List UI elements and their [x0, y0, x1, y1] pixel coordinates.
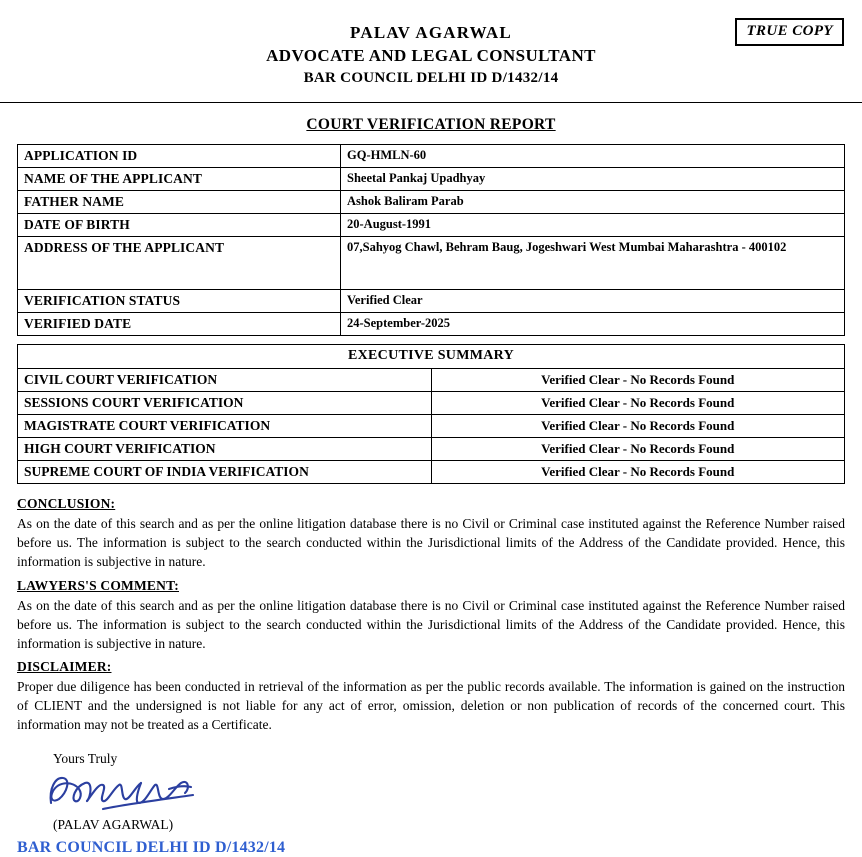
- court-label: MAGISTRATE COURT VERIFICATION: [18, 415, 432, 438]
- table-row: [18, 313, 845, 336]
- court-label: SESSIONS COURT VERIFICATION: [18, 392, 432, 415]
- court-result: Verified Clear - No Records Found: [431, 392, 845, 415]
- page-title: COURT VERIFICATION REPORT: [306, 116, 556, 134]
- advocate-bar-id: BAR COUNCIL DELHI ID D/1432/14: [303, 69, 559, 86]
- advocate-role: ADVOCATE AND LEGAL CONSULTANT: [266, 45, 596, 65]
- detail-label: VERIFIED DATE: [18, 313, 341, 336]
- applicant-details-table: [17, 144, 845, 336]
- table-row: [18, 191, 845, 214]
- lawyers-comment-heading: LAWYERS'S COMMENT:: [17, 577, 179, 593]
- detail-label: DATE OF BIRTH: [18, 214, 341, 237]
- detail-value: Verified Clear: [341, 290, 845, 313]
- table-row: [18, 415, 845, 438]
- detail-label: APPLICATION ID: [18, 145, 341, 168]
- table-row: [18, 168, 845, 191]
- lawyers-comment-body: As on the date of this search and as per the online litigation database there is no Civil or Criminal case instituted against the Reference Number raised before us. The information is subject to the search conducted within the Jurisdictional limits of the Address of the Candidate provided. Hence, this information is subjective in nature.: [17, 597, 845, 651]
- detail-label: FATHER NAME: [18, 191, 341, 214]
- table-row: [18, 438, 845, 461]
- table-row: [18, 461, 845, 484]
- detail-value: Sheetal Pankaj Upadhyay: [341, 168, 845, 191]
- court-result: Verified Clear - No Records Found: [431, 461, 845, 484]
- advocate-name: PALAV AGARWAL: [350, 23, 512, 42]
- detail-label: NAME OF THE APPLICANT: [18, 168, 341, 191]
- executive-summary-table: [17, 344, 845, 484]
- table-row: [18, 237, 845, 290]
- conclusion-heading: CONCLUSION:: [17, 496, 116, 512]
- header-divider: [0, 102, 862, 103]
- handwritten-signature-icon: [41, 769, 211, 815]
- table-row: [18, 369, 845, 392]
- table-row: [18, 214, 845, 237]
- court-label: CIVIL COURT VERIFICATION: [18, 369, 432, 392]
- footer-bar-id: BAR COUNCIL DELHI ID D/1432/14: [17, 838, 286, 856]
- conclusion-body: As on the date of this search and as per the online litigation database there is no Civil or Criminal case instituted against the Reference Number raised before us. The information is subject to the search conducted within the Jurisdictional limits of the Address of the Candidate provided. Hence, this information is subjective in nature.: [17, 516, 845, 570]
- court-result: Verified Clear - No Records Found: [431, 438, 845, 461]
- detail-value: 20-August-1991: [341, 214, 845, 237]
- court-label: SUPREME COURT OF INDIA VERIFICATION: [18, 461, 432, 484]
- table-row: [18, 145, 845, 168]
- narrative-sections: [17, 484, 845, 734]
- disclaimer-heading: DISCLAIMER:: [17, 659, 112, 675]
- letterhead: [0, 0, 862, 103]
- court-result: Verified Clear - No Records Found: [431, 415, 845, 438]
- signature-block: [17, 739, 845, 857]
- detail-value: Ashok Baliram Parab: [341, 191, 845, 214]
- signatory-name: (PALAV AGARWAL): [53, 816, 174, 832]
- executive-summary-section: [0, 344, 862, 484]
- detail-label: VERIFICATION STATUS: [18, 290, 341, 313]
- signature-area: [17, 767, 845, 815]
- true-copy-stamp: TRUE COPY: [735, 18, 844, 46]
- detail-value: GQ-HMLN-60: [341, 145, 845, 168]
- detail-value: 24-September-2025: [341, 313, 845, 336]
- court-label: HIGH COURT VERIFICATION: [18, 438, 432, 461]
- court-result: Verified Clear - No Records Found: [431, 369, 845, 392]
- table-header-row: [18, 345, 845, 369]
- detail-label: ADDRESS OF THE APPLICANT: [18, 237, 341, 290]
- detail-value: 07,Sahyog Chawl, Behram Baug, Jogeshwari West Mumbai Maharashtra - 400102: [341, 237, 845, 290]
- table-row: [18, 392, 845, 415]
- table-row: [18, 290, 845, 313]
- disclaimer-body: Proper due diligence has been conducted in retrieval of the information as per the public records available. The information is gained on the instruction of CLIENT and the undersigned is not liable for any act of error, omission, deletion or non publication of records of the concerned court. This information may not be treated as a Certificate.: [17, 679, 845, 733]
- executive-summary-heading: EXECUTIVE SUMMARY: [18, 345, 845, 369]
- closing-salutation: Yours Truly: [53, 750, 118, 766]
